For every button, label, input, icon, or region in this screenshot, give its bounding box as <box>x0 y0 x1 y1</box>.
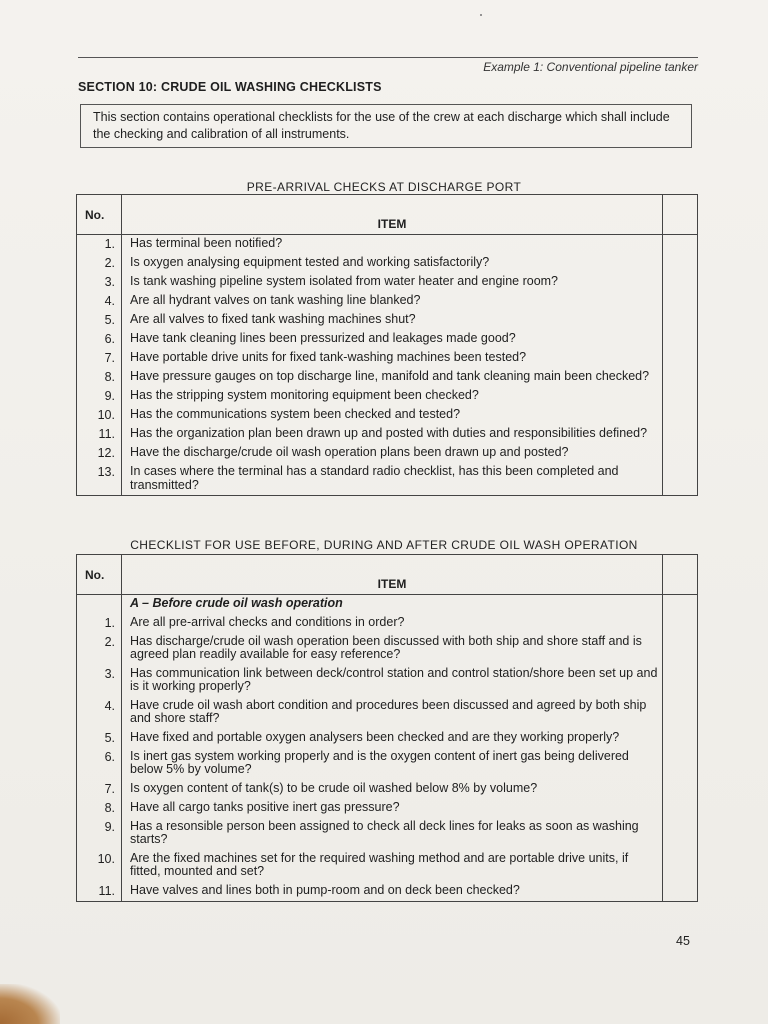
table2-title: CHECKLIST FOR USE BEFORE, DURING AND AFTER CRUDE OIL WASH OPERATION <box>130 538 638 552</box>
table-row <box>77 882 698 902</box>
row-item-text: Have all cargo tanks positive inert gas pressure? <box>130 799 400 814</box>
subheading: A – Before crude oil wash operation <box>130 596 343 610</box>
row-item-text: Have pressure gauges on top discharge line, manifold and tank cleaning main been checked? <box>130 369 650 383</box>
column-header-item: ITEM <box>122 195 663 235</box>
check-box[interactable] <box>663 273 698 292</box>
row-number: 2. <box>77 633 122 665</box>
row-number: 7. <box>77 349 122 368</box>
row-number: 9. <box>77 818 122 850</box>
table-row <box>77 748 698 780</box>
row-item-text: Are all valves to fixed tank washing machines shut? <box>130 312 416 326</box>
row-number: 1. <box>77 235 122 255</box>
row-number: 9. <box>77 387 122 406</box>
check-box[interactable] <box>663 254 698 273</box>
header-rule <box>78 57 698 58</box>
row-number: 7. <box>77 780 122 799</box>
check-box[interactable] <box>663 850 698 882</box>
table-row <box>77 387 698 406</box>
table-row <box>77 780 698 799</box>
table-row <box>77 697 698 729</box>
table-row <box>77 425 698 444</box>
check-box[interactable] <box>663 729 698 748</box>
section-intro: This section contains operational checklists for the use of the crew at each discharge which shall include the checking and calibration of all instruments. <box>80 104 692 148</box>
row-number: 4. <box>77 292 122 311</box>
row-number: 8. <box>77 368 122 387</box>
row-item-text: Is inert gas system working properly and is the oxygen content of inert gas being delivered below 5% by volume? <box>130 748 629 776</box>
row-item-text: Have crude oil wash abort condition and procedures been discussed and agreed by both ship and shore staff? <box>130 697 647 725</box>
check-box[interactable] <box>663 368 698 387</box>
row-number: 5. <box>77 729 122 748</box>
row-number: 1. <box>77 614 122 633</box>
row-number: 5. <box>77 311 122 330</box>
table1-title: PRE-ARRIVAL CHECKS AT DISCHARGE PORT <box>246 180 522 194</box>
table-row <box>77 235 698 255</box>
check-box[interactable] <box>663 463 698 496</box>
pre-arrival-checks-table <box>76 194 698 496</box>
check-box[interactable] <box>663 235 698 255</box>
check-box[interactable] <box>663 748 698 780</box>
row-number: 3. <box>77 665 122 697</box>
row-item-text: Has terminal been notified? <box>130 236 283 250</box>
row-number <box>77 595 122 614</box>
row-item-text: Are the fixed machines set for the required washing method and are portable drive units, if fitted, mounted and set? <box>130 850 629 878</box>
row-number: 8. <box>77 799 122 818</box>
row-number: 11. <box>77 882 122 902</box>
table-row <box>77 818 698 850</box>
table-row <box>77 349 698 368</box>
column-header-item: ITEM <box>122 555 663 595</box>
speck <box>480 14 482 16</box>
page-number: 45 <box>676 934 690 948</box>
row-item-text: Have fixed and portable oxygen analysers been checked and are they working properly? <box>130 729 620 744</box>
check-box[interactable] <box>663 799 698 818</box>
table-row <box>77 311 698 330</box>
row-number: 6. <box>77 748 122 780</box>
table-row <box>77 799 698 818</box>
row-item-text: Has communication link between deck/control station and control station/shore been set up and is it working properly? <box>130 665 658 693</box>
row-item-text: Have tank cleaning lines been pressurized and leakages made good? <box>130 331 516 345</box>
desk-corner <box>0 984 60 1024</box>
check-box[interactable] <box>663 311 698 330</box>
column-header-no: No. <box>77 555 122 595</box>
check-box[interactable] <box>663 387 698 406</box>
table-row <box>77 850 698 882</box>
table-row <box>77 444 698 463</box>
check-box[interactable] <box>663 780 698 799</box>
check-box[interactable] <box>663 292 698 311</box>
row-number: 10. <box>77 406 122 425</box>
table-row <box>77 665 698 697</box>
table-row <box>77 254 698 273</box>
table-row <box>77 292 698 311</box>
section-title: SECTION 10: CRUDE OIL WASHING CHECKLISTS <box>78 80 382 94</box>
row-number: 12. <box>77 444 122 463</box>
table-row <box>77 729 698 748</box>
subheading-row <box>77 595 698 614</box>
check-box[interactable] <box>663 697 698 729</box>
check-box[interactable] <box>663 444 698 463</box>
row-item-text: Is tank washing pipeline system isolated from water heater and engine room? <box>130 274 559 288</box>
column-header-no: No. <box>77 195 122 235</box>
table-row <box>77 273 698 292</box>
table-row <box>77 406 698 425</box>
row-number: 6. <box>77 330 122 349</box>
check-box[interactable] <box>663 425 698 444</box>
check-box[interactable] <box>663 349 698 368</box>
row-number: 2. <box>77 254 122 273</box>
column-header-check <box>663 555 698 595</box>
check-box[interactable] <box>663 633 698 665</box>
table-row <box>77 463 698 496</box>
row-item-text: Has a resonsible person been assigned to check all deck lines for leaks as soon as washing starts? <box>130 818 639 846</box>
row-item-text: Is oxygen analysing equipment tested and working satisfactorily? <box>130 255 490 269</box>
row-item-text: Is oxygen content of tank(s) to be crude oil washed below 8% by volume? <box>130 780 538 795</box>
column-header-check <box>663 195 698 235</box>
check-box[interactable] <box>663 882 698 902</box>
table-row <box>77 368 698 387</box>
table2-body <box>77 595 698 902</box>
row-item-text: Have valves and lines both in pump-room and on deck been checked? <box>122 882 663 902</box>
row-number: 4. <box>77 697 122 729</box>
row-item-text: Has the organization plan been drawn up and posted with duties and responsibilities defined? <box>130 426 648 440</box>
row-item-text: Has discharge/crude oil wash operation been discussed with both ship and shore staff and is agreed plan readily available for easy reference? <box>130 633 642 661</box>
check-box[interactable] <box>663 665 698 697</box>
table-row <box>77 330 698 349</box>
row-item-text: Are all hydrant valves on tank washing line blanked? <box>130 293 421 307</box>
row-number: 3. <box>77 273 122 292</box>
row-item-text: Has the communications system been checked and tested? <box>130 407 461 421</box>
row-number: 10. <box>77 850 122 882</box>
check-box[interactable] <box>663 595 698 614</box>
running-title: Example 1: Conventional pipeline tanker <box>483 60 698 74</box>
row-item-text: Are all pre-arrival checks and conditions in order? <box>130 614 405 629</box>
row-number: 11. <box>77 425 122 444</box>
crude-oil-wash-checklist-table <box>76 554 698 902</box>
table1-body <box>77 235 698 496</box>
table-row <box>77 614 698 633</box>
row-item-text: Has the stripping system monitoring equipment been checked? <box>130 388 479 402</box>
check-box[interactable] <box>663 406 698 425</box>
row-item-text: Have the discharge/crude oil wash operation plans been drawn up and posted? <box>130 445 569 459</box>
check-box[interactable] <box>663 330 698 349</box>
check-box[interactable] <box>663 614 698 633</box>
check-box[interactable] <box>663 818 698 850</box>
row-number: 13. <box>77 463 122 496</box>
row-item-text: In cases where the terminal has a standard radio checklist, has this been completed and transmitted? <box>122 463 663 496</box>
row-item-text: Have portable drive units for fixed tank-washing machines been tested? <box>130 350 527 364</box>
table-row <box>77 633 698 665</box>
